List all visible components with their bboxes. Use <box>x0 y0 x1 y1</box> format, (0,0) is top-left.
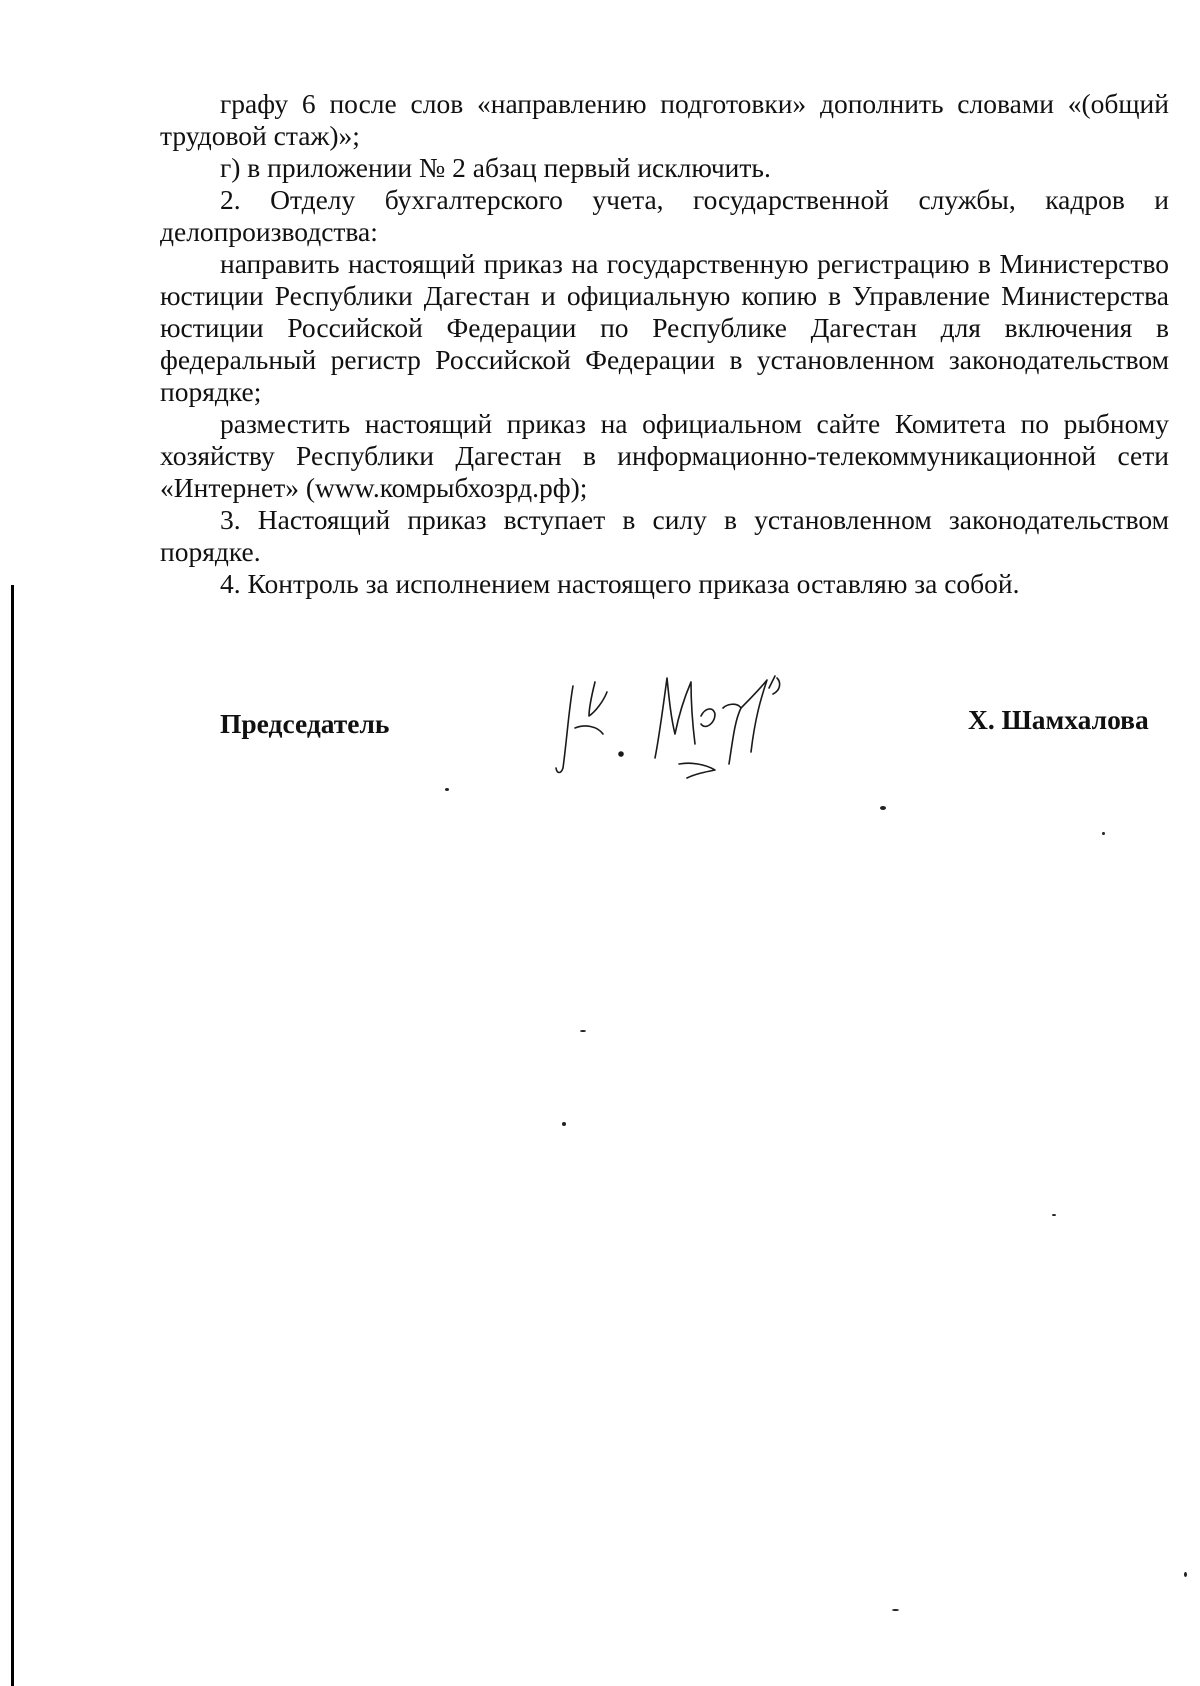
scan-speck <box>445 788 449 791</box>
paragraph-registration: направить настоящий приказ на государственную регистрацию в Министерство юстиции Республики Дагестан и официальную копию в Управление Министерства юстиции Российской Федерации по Республике Дагестан для включения в федеральный регистр Российской Федерации в установленном законодательством порядке; <box>160 248 1169 407</box>
scan-speck <box>580 1030 586 1032</box>
paragraph-item-3: 3. Настоящий приказ вступает в силу в установленном законодательством порядке. <box>160 504 1169 567</box>
signature-block <box>0 688 1200 798</box>
scan-speck <box>1184 1572 1187 1577</box>
paragraph-item-4: 4. Контроль за исполнением настоящего приказа оставляю за собой. <box>220 568 1020 599</box>
scan-speck <box>880 806 886 810</box>
scan-edge-line <box>11 585 14 1686</box>
signer-name: Х. Шамхалова <box>968 704 1149 735</box>
scan-speck <box>892 1609 899 1611</box>
paragraph-appendix-2: г) в приложении № 2 абзац первый исключить. <box>220 152 771 183</box>
scan-speck <box>562 1122 566 1126</box>
paragraph-graph-6: графу 6 после слов «направлению подготовки» дополнить словами «(общий трудовой стаж)»; <box>160 88 1169 151</box>
scan-speck <box>1052 1214 1056 1216</box>
document-body <box>160 88 1169 600</box>
paragraph-publish: разместить настоящий приказ на официальном сайте Комитета по рыбному хозяйству Республики Дагестан в информационно-телекоммуникационной сети «Интернет» (www.комрыбхозрд.рф); <box>160 408 1169 503</box>
handwritten-signature <box>555 668 855 788</box>
paragraph-item-2: 2. Отделу бухгалтерского учета, государственной службы, кадров и делопроизводства: <box>160 184 1169 247</box>
signer-role: Председатель <box>220 708 390 739</box>
scan-speck <box>1102 832 1105 835</box>
